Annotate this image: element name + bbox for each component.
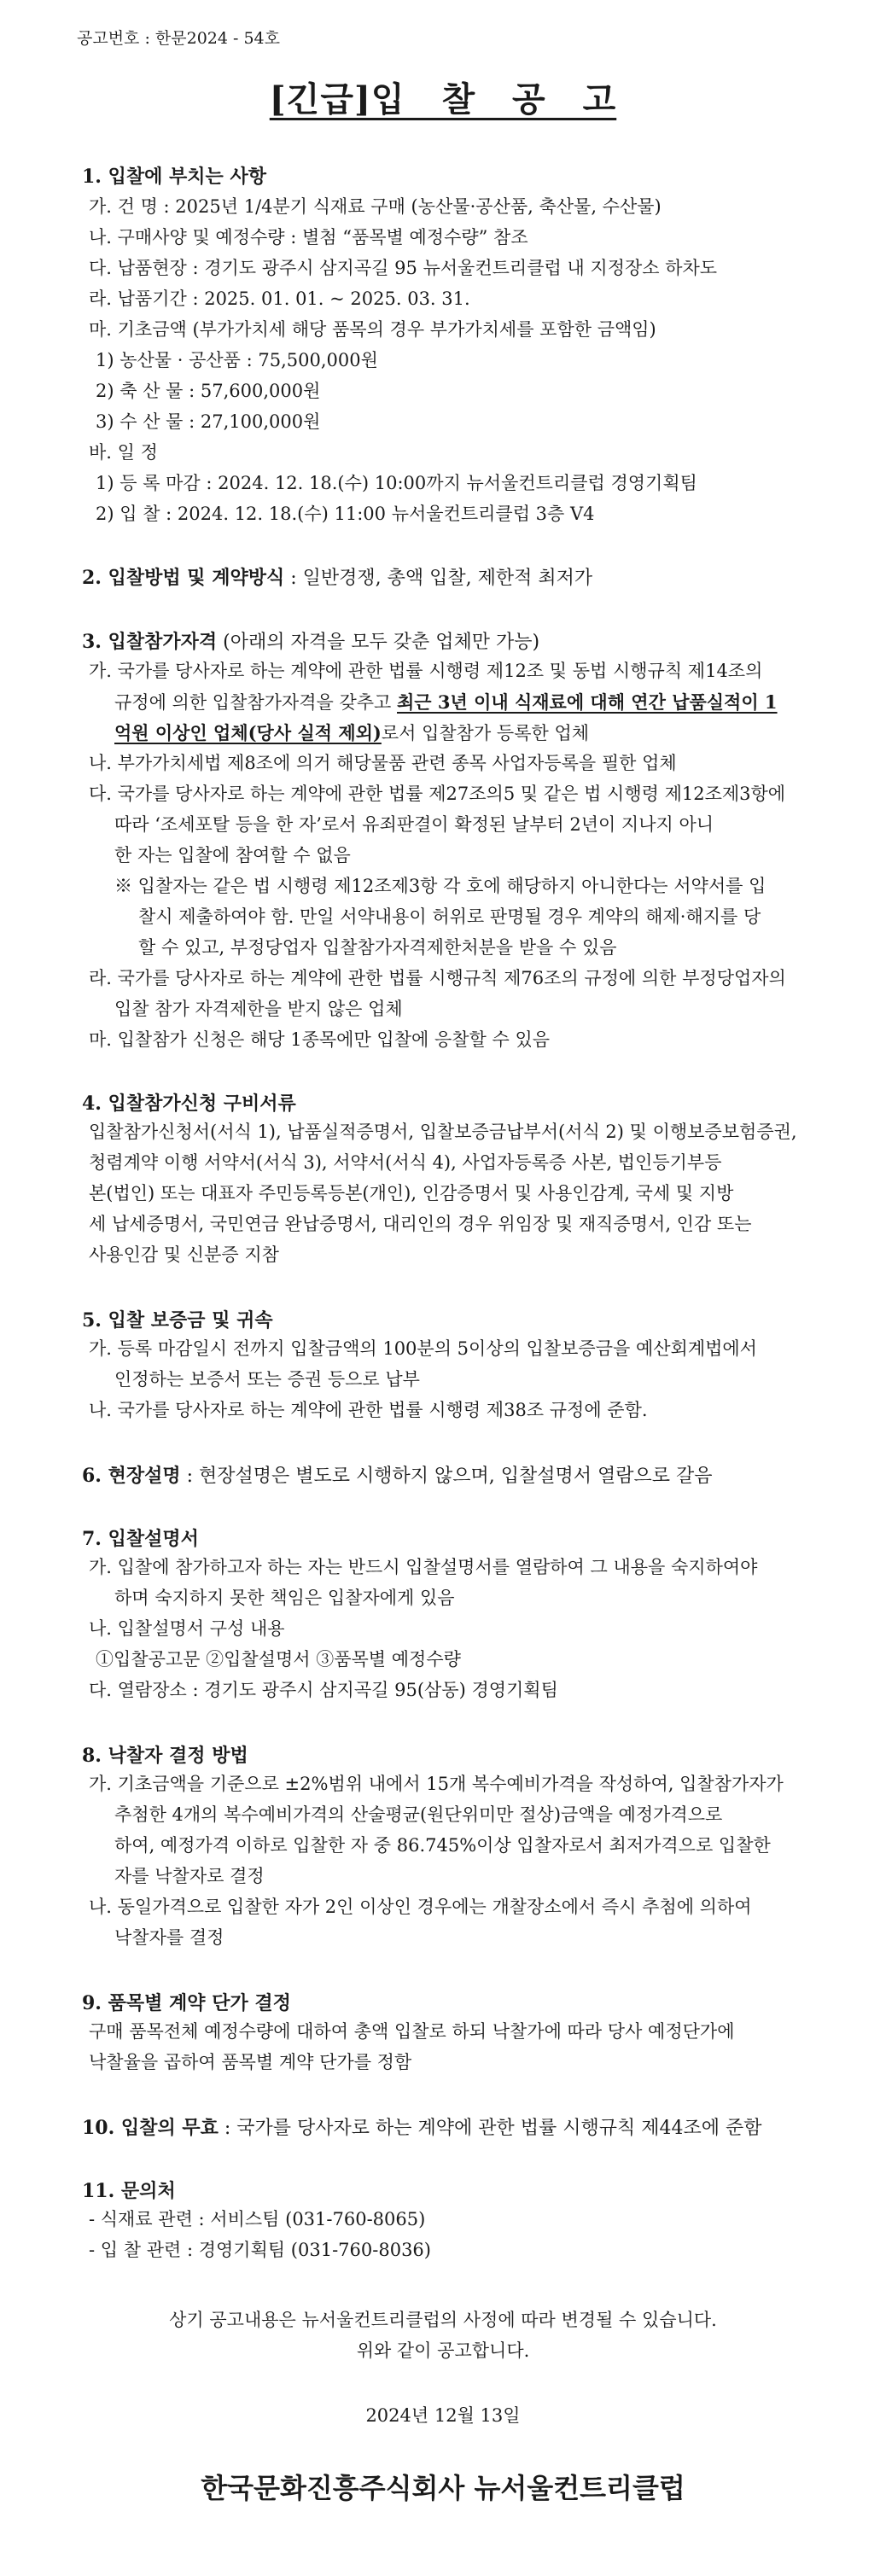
s3-line-6: 따라 ‘조세포탈 등을 한 자’로서 유죄판결이 확정된 날부터 2년이 지나지 아니 (114, 814, 714, 835)
s8-line-3: 하여, 예정가격 이하로 입찰한 자 중 86.745%이상 입찰자로서 최저가격으로 입찰한 (114, 1835, 771, 1856)
s5-line-2: 인정하는 보증서 또는 증권 등으로 납부 (114, 1369, 420, 1390)
s1-item-name: 가. 건 명 : 2025년 1/4분기 식재료 구매 (농산물·공산품, 축산물, 수산물) (89, 196, 662, 217)
section-4-heading: 4. 입찰참가신청 구비서류 (82, 1093, 296, 1115)
s7-line-3: 나. 입찰설명서 구성 내용 (89, 1618, 285, 1639)
closing-line-2: 위와 같이 공고합니다. (356, 2340, 530, 2361)
s9-line-2: 낙찰율을 곱하여 품목별 계약 단가를 정함 (89, 2052, 412, 2072)
s4-line-4: 세 납세증명서, 국민연금 완납증명서, 대리인의 경우 위임장 및 재직증명서, 인감 또는 (89, 1214, 752, 1234)
notice-date: 2024년 12월 13일 (365, 2405, 521, 2426)
s3-line-9: 입찰 참가 자격제한을 받지 않은 업체 (114, 999, 403, 1019)
s7-line-4: ①입찰공고문 ②입찰설명서 ③품목별 예정수량 (96, 1649, 461, 1670)
organization-name: 한국문화진흥주식회사 뉴서울컨트리클럽 (201, 2472, 685, 2504)
s4-line-3: 본(법인) 또는 대표자 주민등록등본(개인), 인감증명서 및 사용인감계, 국세 및 지방 (89, 1183, 734, 1203)
s3-line-1: 가. 국가를 당사자로 하는 계약에 관한 법률 시행령 제12조 및 동법 시행규칙 제14조의 (89, 661, 763, 681)
s3-line-7: 한 자는 입찰에 참여할 수 없음 (114, 845, 351, 865)
s1-schedule-bidding: 2) 입 찰 : 2024. 12. 18.(수) 11:00 뉴서울컨트리클럽 3층 V4 (96, 504, 595, 524)
s4-line-1: 입찰참가신청서(서식 1), 납품실적증명서, 입찰보증금납부서(서식 2) 및 이행보증보험증권, (89, 1122, 797, 1142)
s1-amount-agri: 1) 농산물 · 공산품 : 75,500,000원 (96, 350, 378, 370)
s3-line-8: 라. 국가를 당사자로 하는 계약에 관한 법률 시행규칙 제76조의 규정에 의한 부정당업자의 (89, 968, 786, 988)
s3-line-4: 나. 부가가치세법 제8조에 의거 해당물품 관련 종목 사업자등록을 필한 업체 (89, 753, 677, 773)
s5-line-3: 나. 국가를 당사자로 하는 계약에 관한 법률 시행령 제38조 규정에 준함. (89, 1400, 648, 1420)
s8-line-1: 가. 기초금액을 기준으로 ±2%범위 내에서 15개 복수예비가격을 작성하여, 입찰참가자가 (89, 1774, 784, 1794)
contact-food: - 식재료 관련 : 서비스팀 (031-760-8065) (89, 2209, 426, 2229)
s7-line-2: 하며 숙지하지 못한 책임은 입찰자에게 있음 (114, 1588, 455, 1608)
s7-line-1: 가. 입찰에 참가하고자 하는 자는 반드시 입찰설명서를 열람하여 그 내용을 숙지하여야 (89, 1557, 758, 1577)
section-3-heading: 3. 입찰참가자격 (아래의 자격을 모두 갖춘 업체만 가능) (82, 631, 540, 653)
section-7-heading: 7. 입찰설명서 (82, 1528, 199, 1550)
s3-line-5: 다. 국가를 당사자로 하는 계약에 관한 법률 제27조의5 및 같은 법 시행령 제12조제3항에 (89, 784, 786, 804)
s4-line-5: 사용인감 및 신분증 지참 (89, 1244, 279, 1265)
page-title: [긴급]입 찰 공 고 (269, 79, 617, 119)
s8-line-6: 낙찰자를 결정 (114, 1927, 224, 1948)
s3-line-3: 억원 이상인 업체(당사 실적 제외)로서 입찰참가 등록한 업체 (114, 722, 590, 743)
section-6-heading: 6. 현장설명 : 현장설명은 별도로 시행하지 않으며, 입찰설명서 열람으로 갈음 (82, 1465, 713, 1487)
section-10-heading: 10. 입찰의 무효 : 국가를 당사자로 하는 계약에 관한 법률 시행규칙 제44조에 준함 (82, 2117, 762, 2139)
s1-item-spec: 나. 구매사양 및 예정수량 : 별첨 “품목별 예정수량” 참조 (89, 227, 528, 248)
s4-line-2: 청렴계약 이행 서약서(서식 3), 서약서(서식 4), 사업자등록증 사본, 법인등기부등 (89, 1152, 722, 1173)
s8-line-4: 자를 낙찰자로 결정 (114, 1866, 265, 1886)
s1-amount-livestock: 2) 축 산 물 : 57,600,000원 (96, 381, 321, 401)
s1-item-site: 다. 납품현장 : 경기도 광주시 삼지곡길 95 뉴서울컨트리클럽 내 지정장소 하차도 (89, 258, 718, 278)
s1-schedule-registration: 1) 등 록 마감 : 2024. 12. 18.(수) 10:00까지 뉴서울컨트리클럽 경영기획팀 (96, 473, 697, 493)
s3-note-line-2: 찰시 제출하여야 함. 만일 서약내용이 허위로 판명될 경우 계약의 해제·해지를 당 (138, 906, 761, 927)
s8-line-5: 나. 동일가격으로 입찰한 자가 2인 이상인 경우에는 개찰장소에서 즉시 추첨에 의하여 (89, 1897, 752, 1917)
s3-note-line-3: 할 수 있고, 부정당업자 입찰참가자격제한처분을 받을 수 있음 (138, 937, 617, 958)
s1-item-schedule: 바. 일 정 (89, 442, 158, 463)
notice-number: 공고번호 : 한문2024 - 54호 (77, 29, 280, 48)
s1-item-period: 라. 납품기간 : 2025. 01. 01. ~ 2025. 03. 31. (89, 288, 470, 309)
s9-line-1: 구매 품목전체 예정수량에 대하여 총액 입찰로 하되 낙찰가에 따라 당사 예정단가에 (89, 2021, 735, 2042)
s3-highlight-performance: 최근 3년 이내 식재료에 대해 연간 납품실적이 1 (397, 691, 778, 713)
section-5-heading: 5. 입찰 보증금 및 귀속 (82, 1309, 273, 1332)
section-9-heading: 9. 품목별 계약 단가 결정 (82, 1992, 291, 2014)
s8-line-2: 추첨한 4개의 복수예비가격의 산술평균(원단위미만 절상)금액을 예정가격으로 (114, 1804, 723, 1825)
s1-item-base-amount: 마. 기초금액 (부가가치세 해당 품목의 경우 부가가치세를 포함한 금액임) (89, 319, 656, 340)
contact-bidding: - 입 찰 관련 : 경영기획팀 (031-760-8036) (89, 2240, 431, 2260)
s3-line-10: 마. 입찰참가 신청은 해당 1종목에만 입찰에 응찰할 수 있음 (89, 1029, 551, 1050)
s3-note-line-1: ※ 입찰자는 같은 법 시행령 제12조제3항 각 호에 해당하지 아니한다는 서약서를 입 (114, 876, 767, 896)
s1-amount-seafood: 3) 수 산 물 : 27,100,000원 (96, 411, 321, 432)
section-8-heading: 8. 낙찰자 결정 방법 (82, 1745, 248, 1767)
s3-line-2: 규정에 의한 입찰참가자격을 갖추고 최근 3년 이내 식재료에 대해 연간 납품실적이 1 (114, 691, 778, 713)
section-2-heading: 2. 입찰방법 및 계약방식 : 일반경쟁, 총액 입찰, 제한적 최저가 (82, 567, 593, 589)
section-1-heading: 1. 입찰에 부치는 사항 (82, 166, 266, 188)
closing-line-1: 상기 공고내용은 뉴서울컨트리클럽의 사정에 따라 변경될 수 있습니다. (169, 2310, 717, 2330)
s5-line-1: 가. 등록 마감일시 전까지 입찰금액의 100분의 5이상의 입찰보증금을 예산회계법에서 (89, 1338, 757, 1359)
s7-line-5: 다. 열람장소 : 경기도 광주시 삼지곡길 95(삼동) 경영기획팀 (89, 1680, 558, 1700)
s3-highlight-amount: 억원 이상인 업체(당사 실적 제외) (114, 722, 382, 743)
section-11-heading: 11. 문의처 (82, 2180, 176, 2202)
